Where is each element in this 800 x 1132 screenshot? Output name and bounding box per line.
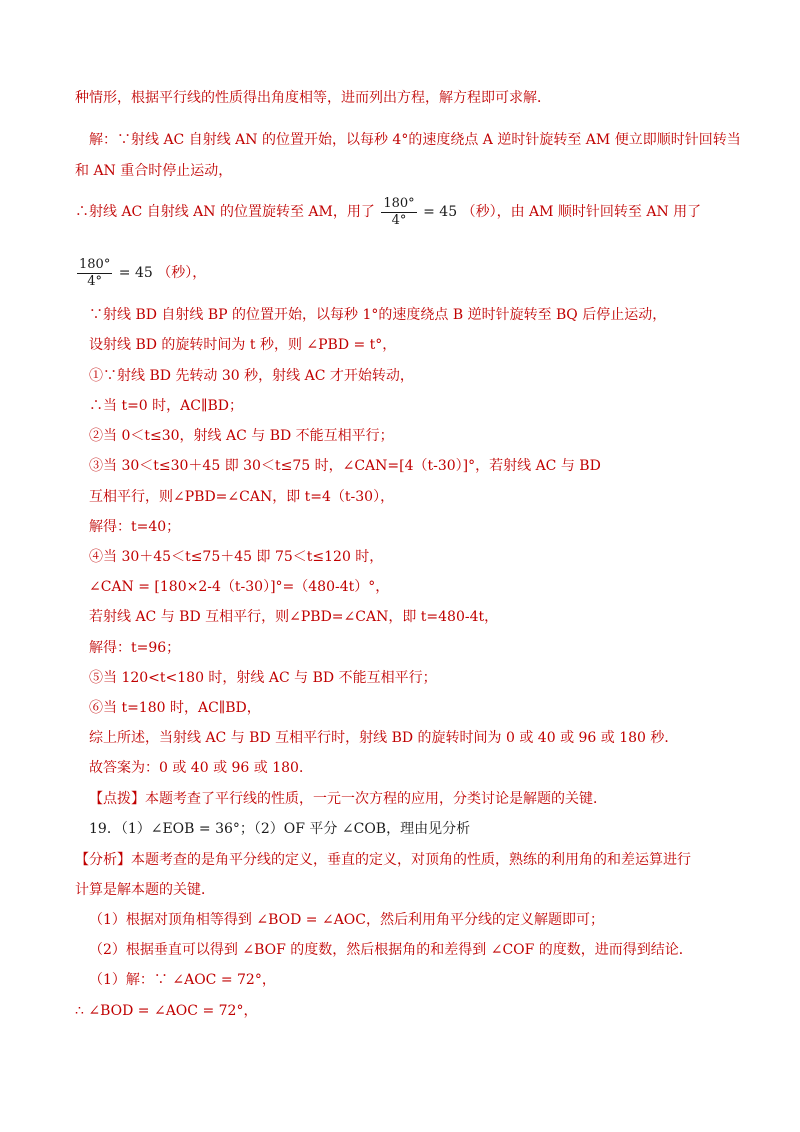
fraction-denominator: 4° [391, 212, 407, 228]
fraction-result: = 45 [118, 265, 153, 281]
text-line: 解得：t=40； [89, 519, 181, 535]
text-line: 解：∵射线 AC 自射线 AN 的位置开始，以每秒 4°的速度绕点 A 逆时针旋转至 AM 便立即顺时针回转当 [89, 132, 741, 148]
text-line: 若射线 AC 与 BD 互相平行，则∠PBD=∠CAN，即 t=480-4t， [89, 609, 499, 625]
text-line: ⑤当 120<t<180 时，射线 AC 与 BD 不能互相平行； [89, 670, 437, 686]
text-segment: （秒）， [157, 265, 207, 281]
fraction-numerator: 180° [383, 195, 415, 211]
text-segment: （秒），由 AM 顺时针回转至 AN 用了 [461, 204, 702, 220]
text-line: ∴ ∠BOD = ∠AOC = 72°， [75, 1003, 258, 1019]
text-line: 解得：t=96； [89, 640, 181, 656]
text-line: ∵射线 BD 自射线 BP 的位置开始，以每秒 1°的速度绕点 B 逆时针旋转至 BQ 后停止运动， [89, 307, 667, 323]
text-line: ②当 0＜t≤30，射线 AC 与 BD 不能互相平行； [89, 428, 394, 444]
text-line: 种情形，根据平行线的性质得出角度相等，进而列出方程，解方程即可求解． [75, 90, 551, 106]
fraction [77, 257, 112, 290]
text-line [75, 253, 206, 293]
text-line: 计算是解本题的关键． [75, 882, 215, 898]
fraction-numerator: 180° [79, 256, 111, 272]
fraction-result: = 45 [423, 204, 458, 220]
text-segment: ∴射线 AC 自射线 AN 的位置旋转至 AM，用了 [75, 204, 375, 220]
text-line: ∴当 t=0 时，AC∥BD； [89, 398, 243, 414]
text-line: 【点拨】本题考查了平行线的性质，一元一次方程的应用，分类讨论是解题的关键． [89, 791, 607, 807]
fraction [381, 196, 416, 229]
text-line [75, 192, 701, 232]
fraction-denominator: 4° [87, 273, 103, 289]
text-line: 互相平行，则∠PBD=∠CAN，即 t=4（t-30）， [89, 489, 395, 505]
text-line: 设射线 BD 的旋转时间为 t 秒，则 ∠PBD = t°， [89, 337, 397, 353]
text-line: （1）根据对顶角相等得到 ∠BOD = ∠AOC，然后利用角平分线的定义解题即可； [89, 912, 604, 928]
text-line: 和 AN 重合时停止运动， [75, 163, 233, 179]
text-line: （2）根据垂直可以得到 ∠BOF 的度数，然后根据角的和差得到 ∠COF 的度数，进而得到结论． [89, 942, 693, 958]
text-line: 【分析】本题考查的是角平分线的定义，垂直的定义，对顶角的性质，熟练的利用角的和差运算进行 [75, 852, 691, 868]
text-line: ∠CAN = [180×2-4（t-30）]°=（480-4t）°， [89, 579, 390, 595]
text-line: 故答案为：0 或 40 或 96 或 180． [89, 760, 313, 776]
text-line: ⑥当 t=180 时，AC∥BD， [89, 700, 261, 716]
text-line: （1）解：∵ ∠AOC = 72°， [89, 972, 276, 988]
question-number-line: 19．（1）∠EOB = 36°；（2）OF 平分 ∠COB，理由见分析 [89, 821, 471, 837]
text-line: 综上所述，当射线 AC 与 BD 互相平行时，射线 BD 的旋转时间为 0 或 40 或 96 或 180 秒． [89, 730, 679, 746]
text-line: ①∵射线 BD 先转动 30 秒，射线 AC 才开始转动， [89, 368, 414, 384]
text-line: ④当 30＋45＜t≤75＋45 即 75＜t≤120 时， [89, 549, 384, 565]
text-line: ③当 30＜t≤30＋45 即 30＜t≤75 时，∠CAN=[4（t-30）]°，若射线 AC 与 BD [89, 458, 601, 474]
